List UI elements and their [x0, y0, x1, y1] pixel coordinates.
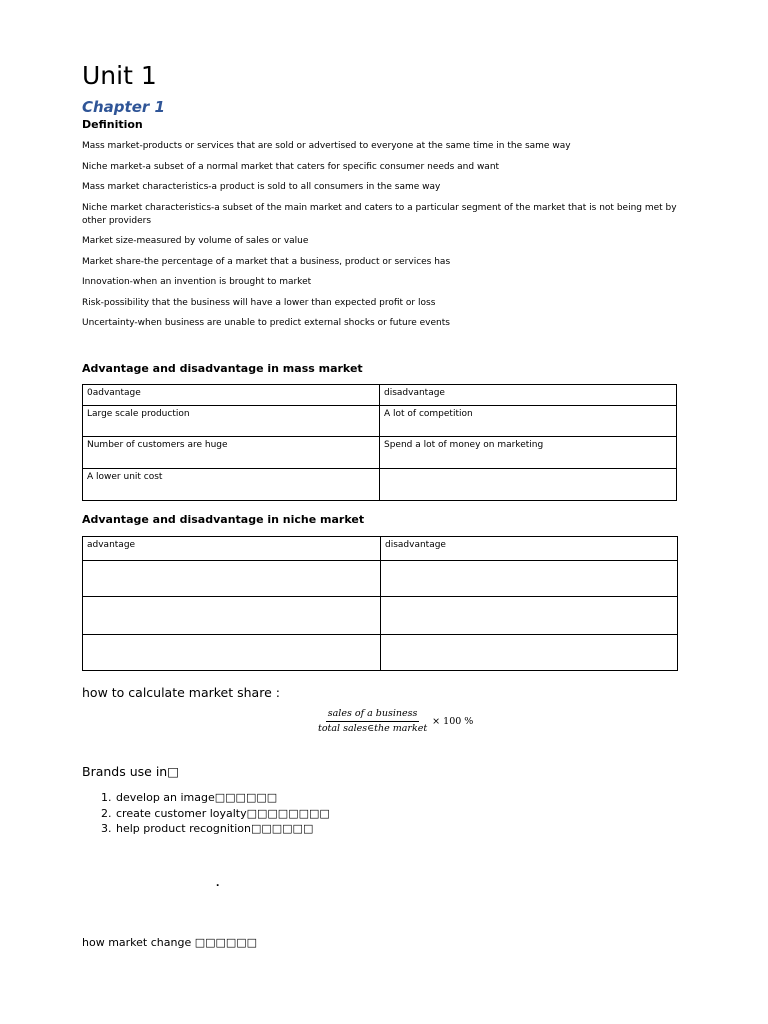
table-row: [83, 469, 677, 501]
formula-numerator: sales of a business: [326, 708, 420, 722]
stray-mark: .: [216, 875, 220, 889]
definition-heading: Definition: [82, 118, 143, 131]
table-cell: [380, 469, 677, 501]
list-item: 3. help product recognition□□□□□□: [115, 821, 330, 837]
formula-multiplier: × 100 %: [432, 716, 474, 727]
definition-uncertainty: Uncertainty-when business are unable to predict external shocks or future events: [82, 318, 450, 328]
niche-market-heading: Advantage and disadvantage in niche market: [82, 513, 365, 526]
table-row: [83, 385, 677, 406]
table-cell: [83, 635, 381, 671]
definitions-list: [82, 140, 682, 338]
market-share-formula: [316, 708, 473, 735]
chapter-title: Chapter 1: [82, 98, 165, 116]
definition-mass-market-characteristics: Mass market characteristics-a product is sold to all consumers in the same way: [82, 182, 441, 192]
table-cell: [381, 635, 678, 671]
definition-market-size: Market size-measured by volume of sales or value: [82, 236, 309, 246]
table-cell: [381, 561, 678, 597]
table-cell: disadvantage: [380, 385, 677, 406]
table-cell: Large scale production: [83, 406, 380, 437]
definition-niche-market-characteristics: Niche market characteristics-a subset of the main market and caters to a particular segment of the market that is not being met by other providers: [82, 202, 677, 226]
table-row: [83, 635, 678, 671]
market-share-label: how to calculate market share :: [82, 685, 280, 700]
brands-list: [82, 790, 330, 837]
table-cell: advantage: [83, 537, 381, 561]
table-cell: [83, 561, 381, 597]
table-cell: 0advantage: [83, 385, 380, 406]
table-cell: Number of customers are huge: [83, 437, 380, 469]
table-cell: A lower unit cost: [83, 469, 380, 501]
definition-risk: Risk-possibility that the business will have a lower than expected profit or loss: [82, 297, 436, 308]
table-row: [83, 437, 677, 469]
table-cell: Spend a lot of money on marketing: [380, 437, 677, 469]
formula-denominator: total sales∈the market: [318, 723, 428, 734]
market-change-heading: how market change □□□□□□: [82, 936, 258, 949]
table-cell: disadvantage: [381, 537, 678, 561]
definition-innovation: Innovation-when an invention is brought to market: [82, 277, 312, 287]
table-row: [83, 597, 678, 635]
brands-heading: Brands use in□: [82, 764, 180, 779]
table-cell: [381, 597, 678, 635]
definition-mass-market: Mass market-products or services that are sold or advertised to everyone at the same time in the same way: [82, 141, 571, 151]
definition-niche-market: Niche market-a subset of a normal market that caters for specific consumer needs and want: [82, 161, 500, 172]
definition-market-share: Market share-the percentage of a market that a business, product or services has: [82, 256, 451, 267]
mass-market-heading: Advantage and disadvantage in mass market: [82, 362, 363, 375]
list-item: 1. develop an image□□□□□□: [115, 790, 330, 806]
unit-title: Unit 1: [82, 61, 157, 90]
formula-fraction: [316, 708, 429, 735]
table-cell: A lot of competition: [380, 406, 677, 437]
table-row: [83, 561, 678, 597]
mass-market-table: [82, 384, 677, 501]
niche-market-table: [82, 536, 678, 671]
table-row: [83, 406, 677, 437]
table-cell: [83, 597, 381, 635]
table-row: [83, 537, 678, 561]
list-item: 2. create customer loyalty□□□□□□□□: [115, 806, 330, 822]
